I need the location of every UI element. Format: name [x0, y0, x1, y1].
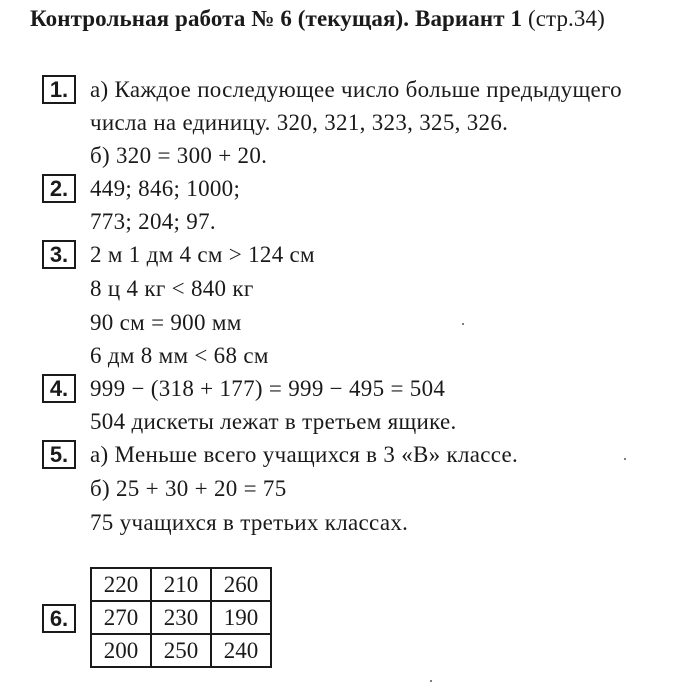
grid-cell: 230: [151, 601, 211, 634]
grid-cell: 210: [151, 568, 211, 601]
grid-row: [91, 634, 271, 667]
task-3-line-2: 8 ц 4 кг < 840 кг: [90, 276, 254, 301]
task-number-3: 3.: [42, 240, 76, 269]
grid-cell: 200: [91, 634, 151, 667]
task-4-line-1: 999 − (318 + 177) = 999 − 495 = 504: [90, 376, 446, 401]
page-title: [30, 6, 605, 32]
task-5-line-3: 75 учащихся в третьих классах.: [90, 510, 409, 535]
task-2-line-2: 773; 204; 97.: [90, 209, 216, 234]
task-2-line-1: 449; 846; 1000;: [90, 176, 241, 201]
task-1-line-1: а) Каждое последующее число больше предыдущего: [90, 77, 622, 102]
page-reference: (стр.34): [527, 6, 605, 31]
scan-speck: [462, 323, 464, 325]
task-number-4: 4.: [42, 374, 76, 403]
grid-cell: 220: [91, 568, 151, 601]
grid-row: [91, 568, 271, 601]
scan-speck: [624, 458, 626, 460]
task-1-line-2: числа на единицу. 320, 321, 323, 325, 326.: [90, 110, 509, 135]
task-number-6: 6.: [42, 604, 76, 633]
task-number-2: 2.: [42, 174, 76, 203]
scan-speck: [430, 680, 432, 682]
grid-cell: 190: [211, 601, 271, 634]
task-3-line-1: 2 м 1 дм 4 см > 124 см: [90, 242, 315, 267]
grid-cell: 270: [91, 601, 151, 634]
number-grid: [90, 567, 272, 668]
task-1-line-3: б) 320 = 300 + 20.: [90, 143, 268, 168]
task-number-5: 5.: [42, 440, 76, 469]
task-4-line-2: 504 дискеты лежат в третьем ящике.: [90, 409, 457, 434]
title-text: Контрольная работа № 6 (текущая). Вариант 1: [30, 6, 523, 31]
grid-cell: 260: [211, 568, 271, 601]
grid-cell: 250: [151, 634, 211, 667]
grid-row: [91, 601, 271, 634]
task-5-line-1: а) Меньше всего учащихся в 3 «В» классе.: [90, 442, 519, 467]
task-5-line-2: б) 25 + 30 + 20 = 75: [90, 476, 287, 501]
task-3-line-4: 6 дм 8 мм < 68 см: [90, 343, 269, 368]
grid-cell: 240: [211, 634, 271, 667]
task-number-1: 1.: [42, 75, 76, 104]
task-3-line-3: 90 см = 900 мм: [90, 310, 242, 335]
